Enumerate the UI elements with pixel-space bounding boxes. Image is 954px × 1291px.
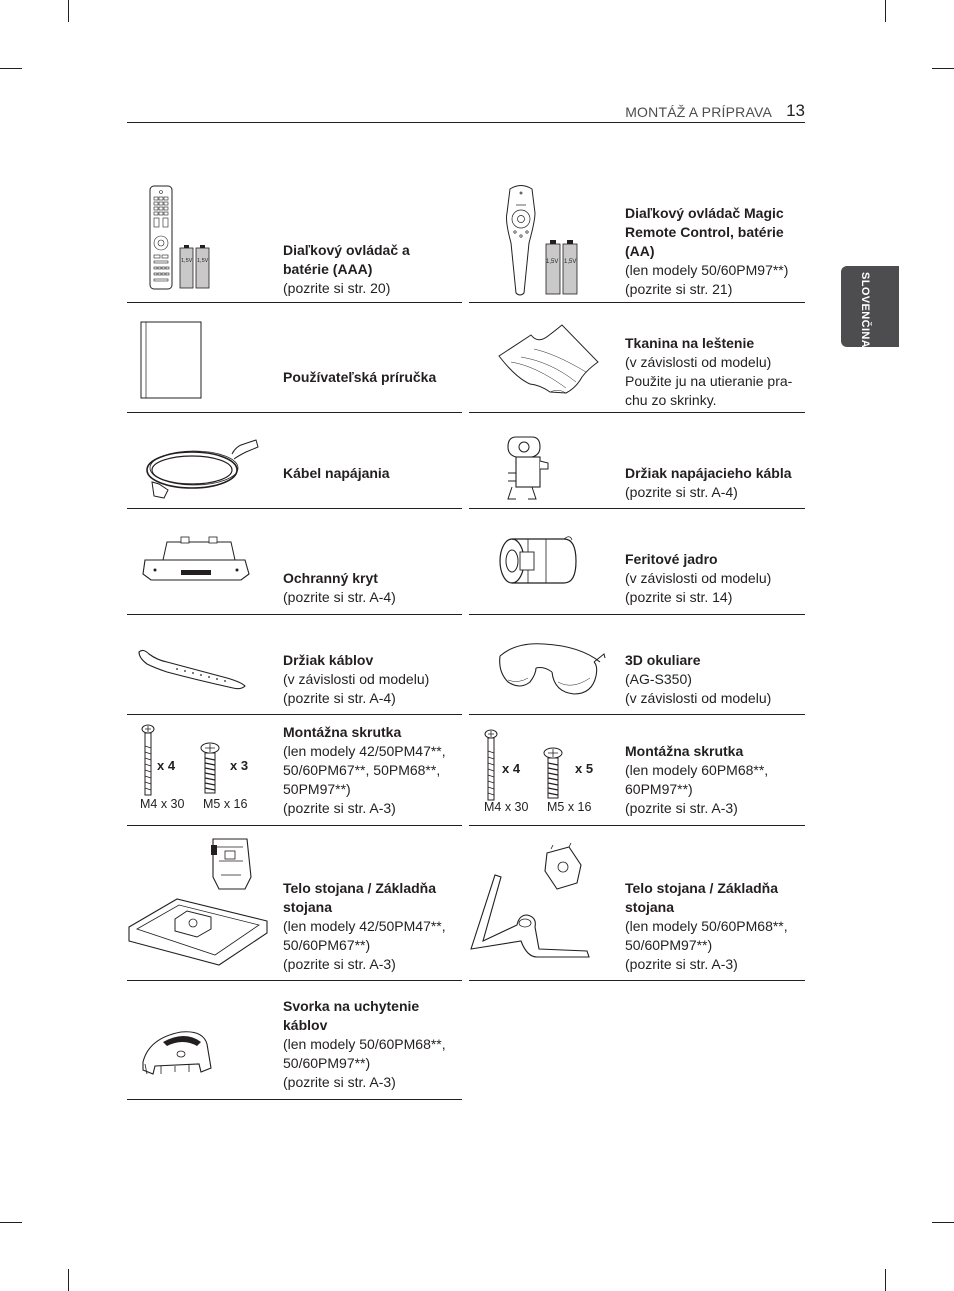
item-detail: (AG-S350): [625, 671, 692, 687]
item-detail: 60PM97**): [625, 781, 693, 797]
item-text: [283, 569, 458, 607]
item-power-cord-holder: [469, 412, 805, 509]
stand-body-base-illustration: [127, 837, 272, 971]
item-mounting-screws-left: [127, 714, 462, 826]
item-remote-aaa: [127, 175, 462, 303]
item-detail: (len modely 42/50PM47**,: [283, 918, 446, 934]
crop-mark: [68, 1269, 69, 1291]
item-text: [283, 368, 458, 387]
item-title: Montážna skrutka: [625, 743, 744, 759]
cloth-illustration: [496, 322, 601, 397]
magic-remote-illustration: [507, 183, 579, 297]
item-stand-left: [127, 825, 462, 981]
item-text: [283, 651, 458, 708]
item-mounting-screws-right: [469, 714, 805, 826]
battery-label: 1,5V: [546, 259, 559, 265]
item-detail: (v závislosti od modelu): [625, 570, 772, 586]
item-detail: (pozrite si str. A-4): [625, 484, 738, 500]
crop-mark: [68, 0, 69, 22]
item-title: Telo stojana / Základňa stojana: [283, 880, 437, 915]
cord-holder-illustration: [502, 433, 554, 501]
item-detail: (pozrite si str. A-4): [283, 690, 396, 706]
item-detail: (pozrite si str. A-3): [625, 800, 738, 816]
item-ferrite-core: [469, 508, 805, 615]
long-screw-icon: [141, 724, 155, 796]
language-tab-label: SLOVENČINA: [859, 272, 871, 349]
item-detail: (len modely 50/60PM68**,: [625, 918, 788, 934]
item-cable-clamp: [127, 980, 462, 1100]
item-title: Diaľkový ovládač a batérie (AAA): [283, 242, 410, 277]
long-screw-size: M4 x 30: [484, 800, 529, 814]
stand-body-base-illustration: [469, 845, 609, 965]
item-detail: (pozrite si str. A-3): [283, 956, 396, 972]
item-text: [625, 550, 803, 607]
item-title: Diaľkový ovládač Magic Remote Control, batérie (AA): [625, 205, 784, 259]
item-detail: (pozrite si str. 14): [625, 589, 733, 605]
language-tab: [841, 266, 899, 347]
page-number: 13: [786, 101, 805, 120]
item-text: [283, 997, 458, 1092]
item-title: Držiak káblov: [283, 652, 374, 668]
page-header: [127, 98, 805, 123]
short-screw-icon: [200, 742, 220, 794]
item-3d-glasses: [469, 614, 805, 715]
item-detail: 50/60PM97**): [283, 1055, 371, 1071]
item-title: Kábel napájania: [283, 465, 390, 481]
item-text: [625, 651, 803, 708]
item-text: [625, 204, 803, 299]
3d-glasses-illustration: [496, 632, 606, 702]
item-stand-right: [469, 825, 805, 981]
item-text: [625, 334, 803, 410]
item-detail: (len modely 60PM68**,: [625, 762, 769, 778]
item-detail: (pozrite si str. A-3): [283, 1074, 396, 1090]
item-text: [625, 879, 803, 974]
item-title: Svorka na uchytenie káblov: [283, 998, 420, 1033]
item-title: Ochranný kryt: [283, 570, 378, 586]
item-detail: 50/60PM67**, 50PM68**,: [283, 762, 441, 778]
long-screw-qty: x 4: [502, 761, 521, 776]
crop-mark: [932, 1222, 954, 1223]
item-polishing-cloth: [469, 302, 805, 413]
item-title: Montážna skrutka: [283, 724, 402, 740]
protective-cover-illustration: [141, 534, 251, 584]
item-text: [625, 464, 803, 502]
item-detail: (pozrite si str. A-4): [283, 589, 396, 605]
item-detail: Použite ju na utieranie pra-chu zo skrinky.: [625, 373, 793, 408]
item-protective-cover: [127, 508, 462, 615]
item-title: Telo stojana / Základňa stojana: [625, 880, 779, 915]
item-user-manual: [127, 302, 462, 413]
item-detail: (pozrite si str. A-3): [625, 956, 738, 972]
item-text: [625, 742, 803, 818]
item-title: Držiak napájacieho kábla: [625, 465, 792, 481]
item-detail: 50PM97**): [283, 781, 351, 797]
section-title: MONTÁŽ A PRÍPRAVA: [625, 104, 772, 120]
item-detail: (len modely 50/60PM68**,: [283, 1036, 446, 1052]
long-screw-icon: [484, 729, 498, 801]
battery-label: 1,5V: [564, 259, 577, 265]
crop-mark: [885, 0, 886, 22]
long-screw-qty: x 4: [157, 758, 176, 773]
item-detail: 50/60PM67**): [283, 937, 371, 953]
item-cable-holder: [127, 614, 462, 715]
short-screw-icon: [543, 747, 563, 799]
crop-mark: [885, 1269, 886, 1291]
item-title: 3D okuliare: [625, 652, 701, 668]
item-magic-remote: [469, 175, 805, 303]
manual-illustration: [140, 321, 202, 401]
long-screw-size: M4 x 30: [140, 797, 185, 811]
item-detail: (v závislosti od modelu): [625, 690, 772, 706]
power-cable-illustration: [144, 434, 259, 502]
cable-clamp-illustration: [141, 1028, 213, 1078]
item-detail: (pozrite si str. 20): [283, 280, 391, 296]
item-text: [283, 241, 458, 298]
item-detail: (v závislosti od modelu): [625, 354, 772, 370]
item-detail: 50/60PM97**): [625, 937, 713, 953]
cable-tie-illustration: [137, 646, 249, 691]
item-title: Tkanina na leštenie: [625, 335, 755, 351]
item-text: [283, 879, 458, 974]
item-text: [283, 464, 458, 483]
battery-label: 1,5V: [197, 258, 209, 264]
item-detail: (len modely 42/50PM47**,: [283, 743, 446, 759]
item-power-cable: [127, 412, 462, 509]
item-text: [283, 723, 458, 818]
battery-label: 1,5V: [181, 258, 193, 264]
short-screw-qty: x 3: [230, 758, 249, 773]
short-screw-size: M5 x 16: [203, 797, 248, 811]
item-title: Feritové jadro: [625, 551, 718, 567]
crop-mark: [932, 68, 954, 69]
item-detail: (v závislosti od modelu): [283, 671, 430, 687]
item-title: Používateľská príručka: [283, 369, 437, 385]
ferrite-core-illustration: [498, 530, 580, 592]
item-detail: (pozrite si str. A-3): [283, 800, 396, 816]
short-screw-qty: x 5: [575, 761, 594, 776]
remote-control-illustration: [149, 185, 219, 291]
crop-mark: [0, 68, 22, 69]
crop-mark: [0, 1222, 22, 1223]
short-screw-size: M5 x 16: [547, 800, 592, 814]
item-detail: (len modely 50/60PM97**): [625, 262, 789, 278]
item-detail: (pozrite si str. 21): [625, 281, 733, 297]
